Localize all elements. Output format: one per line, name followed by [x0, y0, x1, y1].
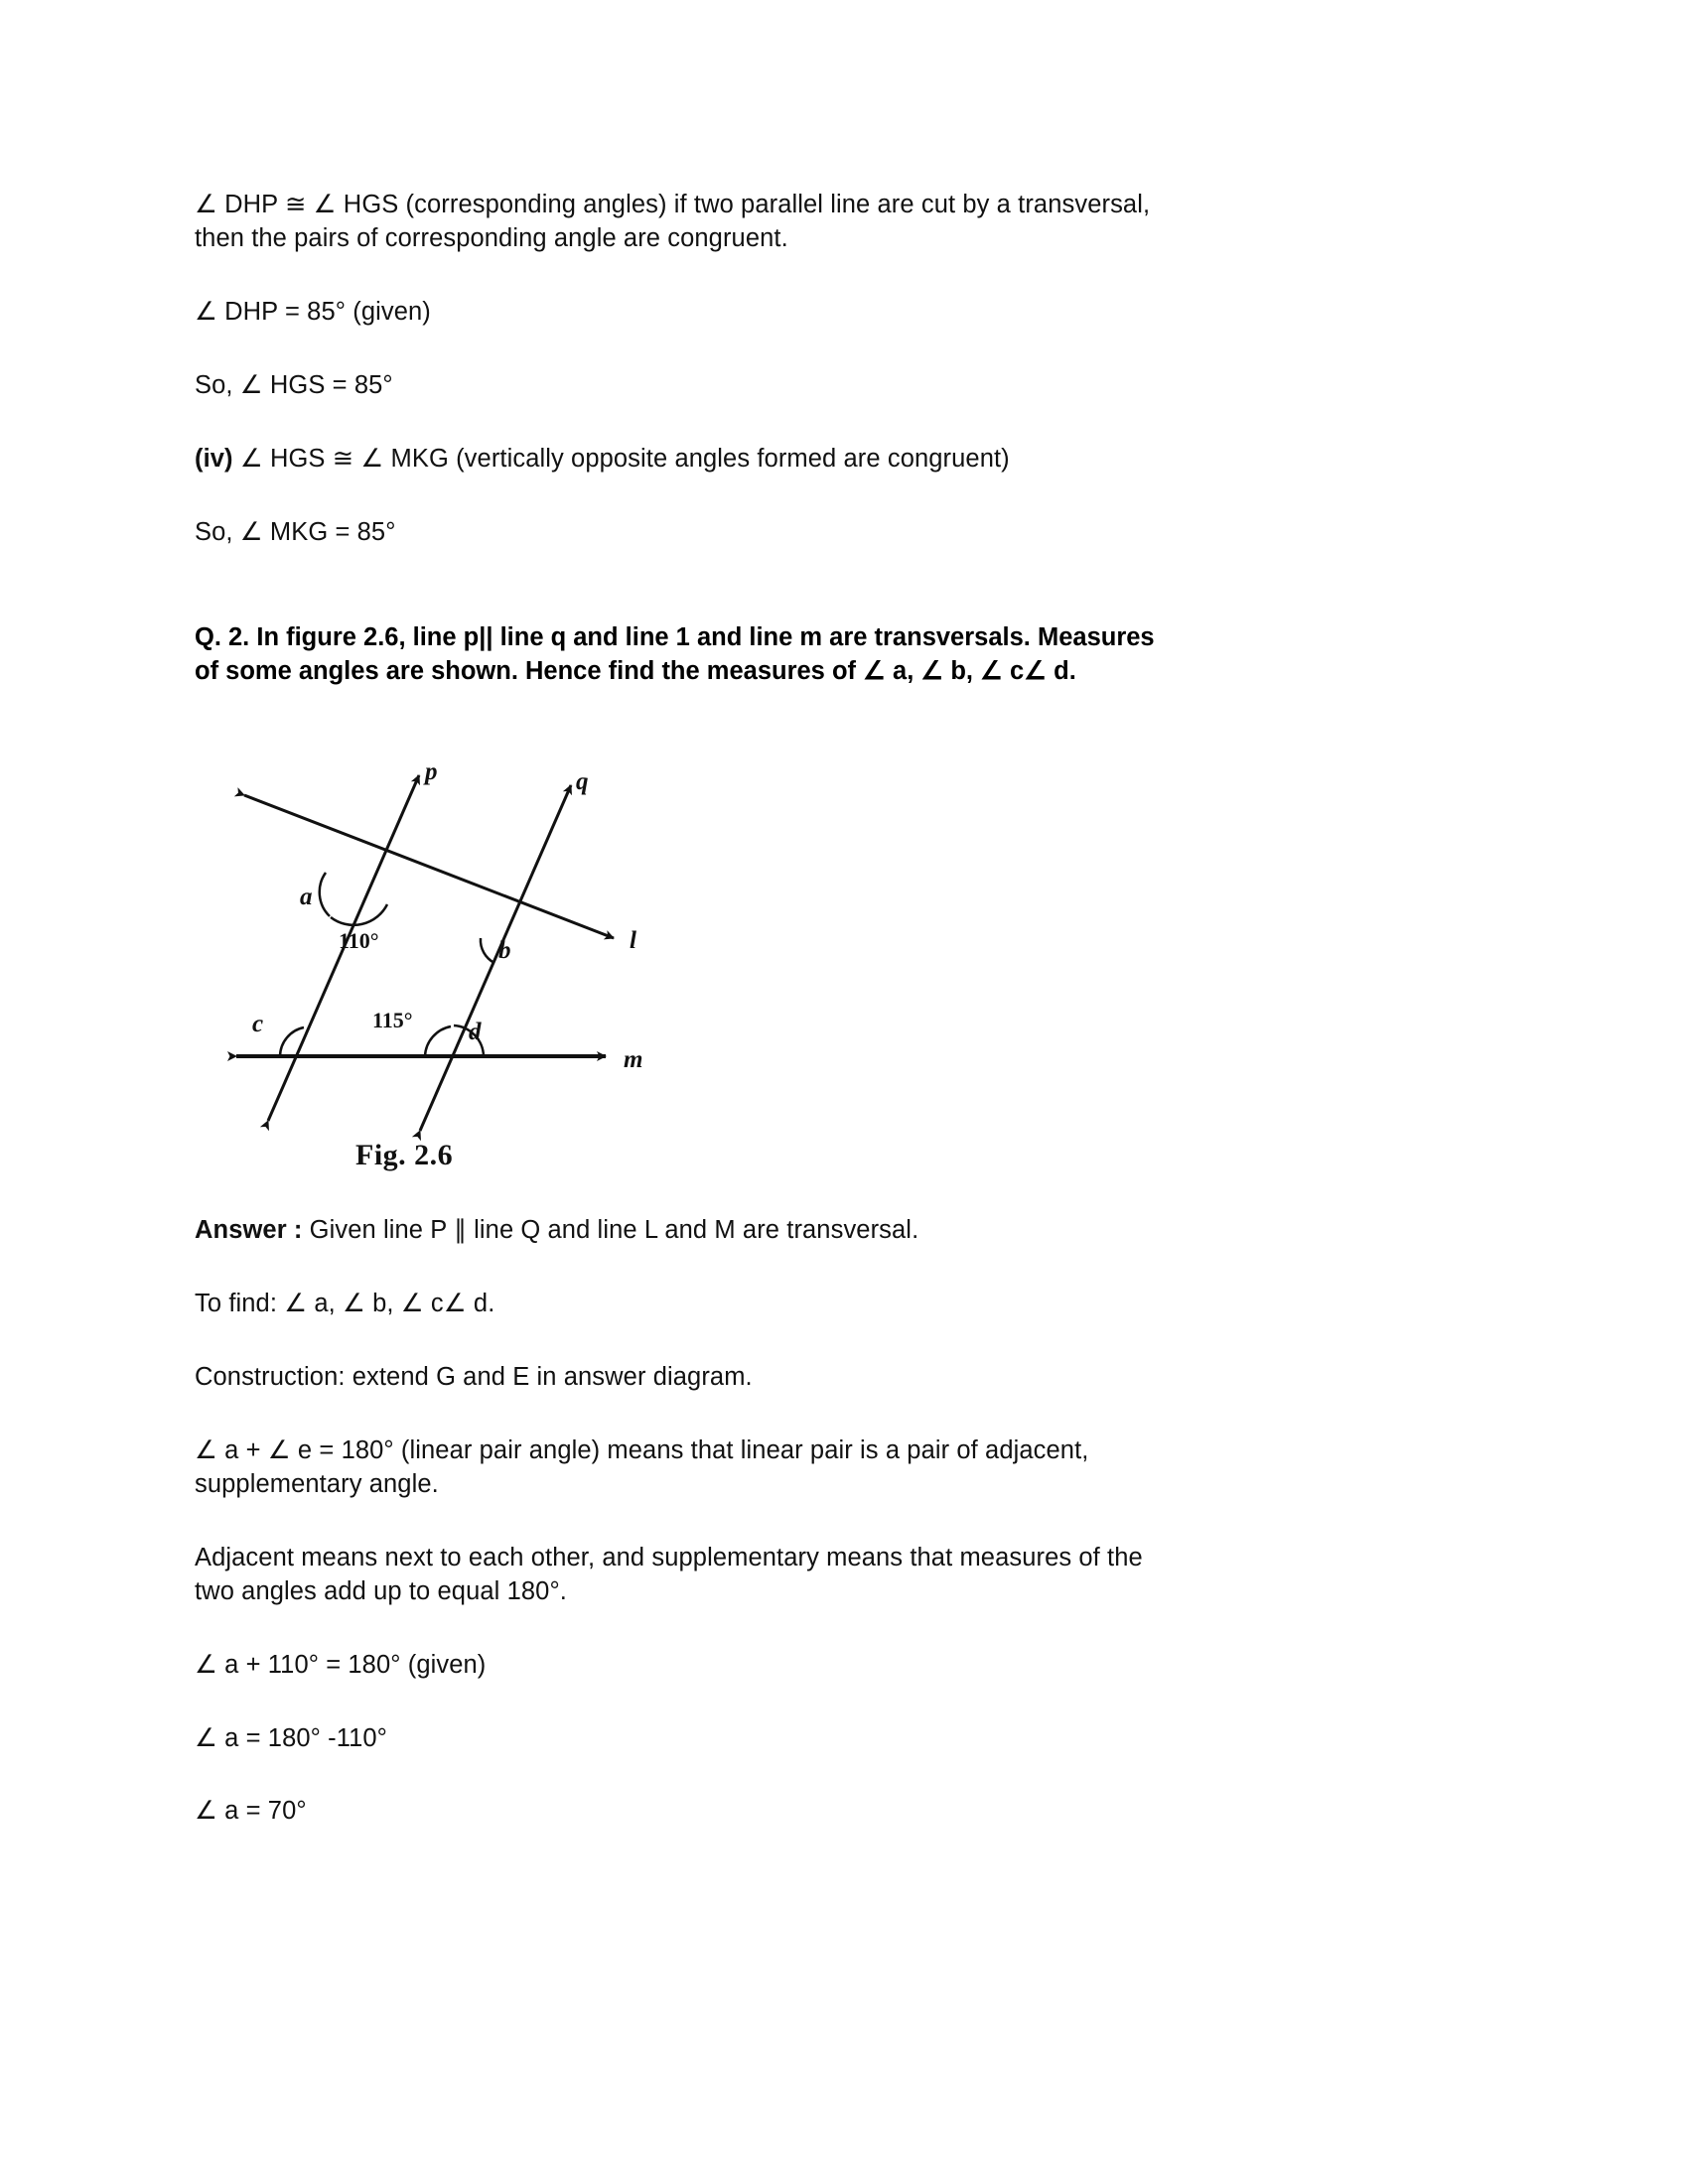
label-line-l: l	[630, 927, 636, 955]
paragraph-mkg-result: So, ∠ MKG = 85°	[195, 517, 396, 546]
spacer	[195, 1180, 1436, 1214]
spacer	[195, 1609, 1436, 1649]
spacer	[195, 1321, 1436, 1361]
figure-2-6	[209, 753, 765, 1180]
linear-pair-line-2: supplementary angle.	[195, 1469, 439, 1498]
adjacent-line-2: two angles add up to equal 180°.	[195, 1576, 567, 1605]
label-line-m: m	[624, 1046, 643, 1074]
angle-arc-115	[425, 1026, 451, 1056]
spacer	[195, 1248, 1436, 1288]
angle-arc-c	[280, 1027, 304, 1056]
label-angle-d: d	[469, 1019, 482, 1046]
angle-arc-b	[481, 938, 494, 963]
spacer	[195, 256, 1436, 296]
figure-caption: Fig. 2.6	[355, 1139, 454, 1172]
question-line-2: of some angles are shown. Hence find the measures of ∠ a, ∠ b, ∠ c∠ d.	[195, 657, 1076, 686]
linear-pair-line-1: ∠ a + ∠ e = 180° (linear pair angle) means that linear pair is a pair of adjacent,	[195, 1436, 1089, 1464]
spacer	[195, 1502, 1436, 1542]
equation-a-plus-110: ∠ a + 110° = 180° (given)	[195, 1650, 487, 1679]
paragraph-linear-pair	[195, 1434, 1436, 1502]
label-line-p: p	[425, 758, 438, 786]
label-angle-c: c	[252, 1011, 264, 1038]
paragraph-adjacent	[195, 1542, 1436, 1609]
equation-a-equals-180-minus-110: ∠ a = 180° -110°	[195, 1723, 387, 1752]
equation-a-equals-70: ∠ a = 70°	[195, 1797, 307, 1826]
spacer	[195, 1683, 1436, 1722]
spacer	[195, 714, 1436, 753]
paragraph-step-iv	[195, 443, 1436, 477]
answer-label: Answer :	[195, 1216, 303, 1245]
paragraph-construction: Construction: extend G and E in answer diagram.	[195, 1363, 753, 1392]
step-iv-text: ∠ HGS ≅ ∠ MKG (vertically opposite angles formed are congruent)	[232, 444, 1010, 473]
paragraph-to-find: To find: ∠ a, ∠ b, ∠ c∠ d.	[195, 1290, 495, 1318]
question-line-1: Q. 2. In figure 2.6, line p|| line q and line 1 and line m are transversals. Measures	[195, 622, 1155, 651]
paragraph-answer	[195, 1214, 1436, 1248]
figure-2-6-drawing	[209, 753, 765, 1151]
spacer	[195, 549, 1436, 595]
spacer	[195, 1395, 1436, 1434]
adjacent-line-1: Adjacent means next to each other, and supplementary means that measures of the	[195, 1543, 1143, 1571]
answer-text: Given line P ∥ line Q and line L and M are transversal.	[302, 1216, 919, 1245]
spacer	[195, 403, 1436, 443]
paragraph-dhp-given: ∠ DHP = 85° (given)	[195, 297, 431, 326]
label-angle-110: 110°	[339, 928, 379, 954]
step-number-iv: (iv)	[195, 444, 233, 473]
para-line-1: ∠ DHP ≅ ∠ HGS (corresponding angles) if two parallel line are cut by a transversal,	[195, 191, 1151, 218]
label-angle-a: a	[300, 884, 313, 911]
label-angle-115: 115°	[372, 1008, 413, 1033]
question-2-text	[195, 620, 1436, 689]
label-line-q: q	[576, 768, 589, 796]
spacer	[195, 330, 1436, 369]
paragraph-hgs-result: So, ∠ HGS = 85°	[195, 370, 393, 399]
para-line-2: then the pairs of corresponding angle are congruent.	[195, 223, 788, 252]
spacer	[195, 1755, 1436, 1795]
angle-arc-a	[320, 873, 330, 916]
line-q-stroke	[420, 785, 571, 1131]
spacer	[195, 477, 1436, 516]
paragraph-corresponding-angles	[195, 189, 1436, 256]
label-angle-b: b	[498, 937, 511, 965]
document-content	[195, 189, 1436, 1829]
